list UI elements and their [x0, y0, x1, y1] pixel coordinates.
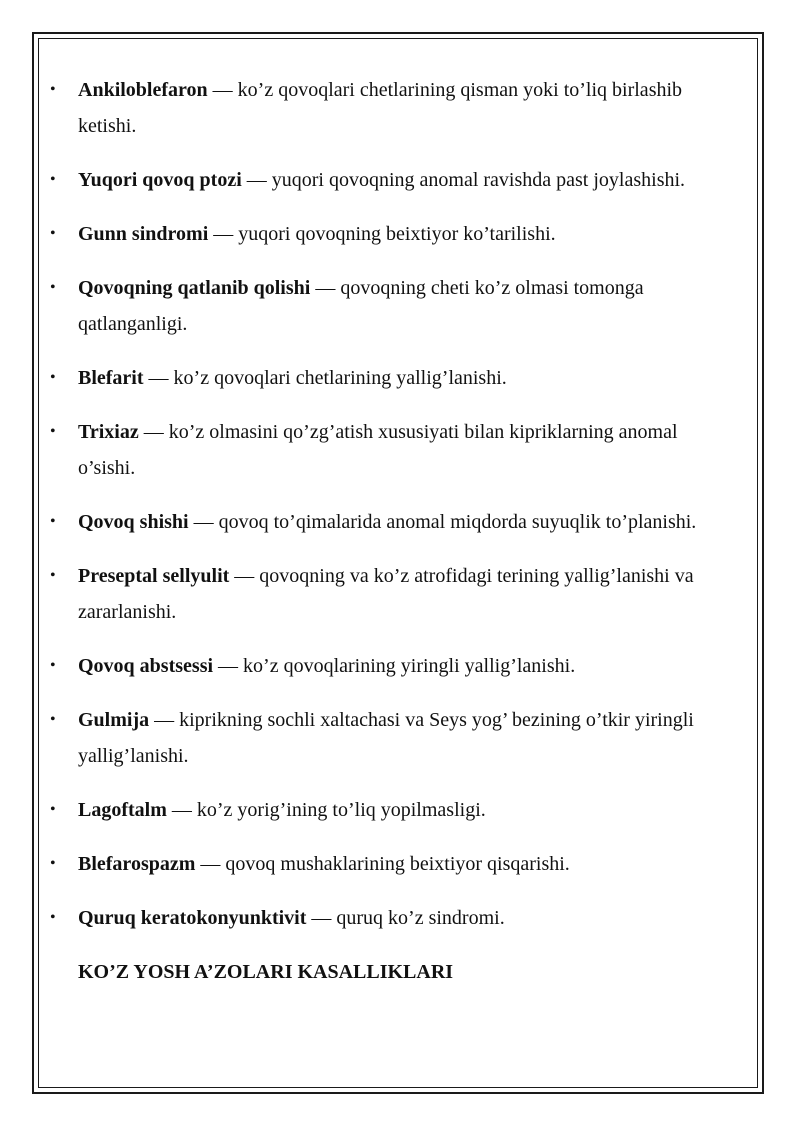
bullet-icon: • [50, 423, 56, 440]
document-body [42, 72, 722, 990]
bullet-icon: • [50, 855, 56, 872]
bullet-icon: • [50, 567, 56, 584]
bullet-icon: • [50, 513, 56, 530]
term-definition: — yuqori qovoqning anomal ravishda past joylashishi. [241, 169, 686, 191]
bullet-icon: • [50, 279, 56, 296]
list-item [42, 270, 722, 342]
bullet-icon: • [50, 225, 56, 242]
list-item [42, 216, 722, 252]
list-item [42, 162, 722, 198]
term-definition: — qovoqning cheti ko’z olmasi tomonga qatlanganligi. [78, 277, 644, 335]
list-item [42, 702, 722, 774]
term-label: Yuqori qovoq ptozi [78, 169, 242, 191]
list-item [42, 648, 722, 684]
bullet-icon: • [50, 657, 56, 674]
term-definition: — ko’z qovoqlari chetlarining yallig’lanishi. [143, 367, 507, 389]
term-definition: — qovoqning va ko’z atrofidagi terining yallig’lanishi va zararlanishi. [78, 565, 694, 623]
term-definition: — ko’z yorig’ining to’liq yopilmasligi. [166, 799, 486, 821]
bullet-icon: • [50, 369, 56, 386]
bullet-icon: • [50, 81, 56, 98]
list-item [42, 504, 722, 540]
term-label: Ankiloblefaron [78, 79, 208, 101]
term-definition: — qovoq mushaklarining beixtiyor qisqarishi. [195, 853, 570, 875]
list-item [42, 72, 722, 144]
list-item [42, 558, 722, 630]
bullet-icon: • [50, 909, 56, 926]
term-definition: — ko’z olmasini qo’zg’atish xususiyati bilan kipriklarning anomal o’sishi. [78, 421, 678, 479]
term-definition: — kiprikning sochli xaltachasi va Seys yog’ bezining o’tkir yiringli yallig’lanishi. [78, 709, 694, 767]
term-definition: — ko’z qovoqlari chetlarining qisman yoki to’liq birlashib ketishi. [78, 79, 683, 137]
bullet-icon: • [50, 171, 56, 188]
term-label: Gulmija [78, 709, 150, 731]
term-label: Preseptal sellyulit [78, 565, 230, 587]
term-label: Trixiaz [78, 421, 139, 443]
term-definition: — qovoq to’qimalarida anomal miqdorda suyuqlik to’planishi. [188, 511, 697, 533]
term-label: Qovoq shishi [78, 511, 189, 533]
term-label: Qovoq abstsessi [78, 655, 214, 677]
list-item [42, 360, 722, 396]
bullet-icon: • [50, 801, 56, 818]
term-label: Quruq keratokonyunktivit [78, 907, 307, 929]
term-label: Lagoftalm [78, 799, 167, 821]
term-definition: — yuqori qovoqning beixtiyor ko’tarilishi. [208, 223, 556, 245]
term-definition: — ko’z qovoqlarining yiringli yallig’lanishi. [213, 655, 576, 677]
term-label: Qovoqning qatlanib qolishi [78, 277, 311, 299]
section-heading: KO’Z YOSH A’ZOLARI KASALLIKLARI [78, 961, 454, 983]
definition-list [42, 72, 722, 936]
list-item [42, 414, 722, 486]
term-label: Blefarit [78, 367, 144, 389]
bullet-icon: • [50, 711, 56, 728]
term-definition: — quruq ko’z sindromi. [306, 907, 505, 929]
term-label: Gunn sindromi [78, 223, 209, 245]
list-item [42, 792, 722, 828]
list-item [42, 900, 722, 936]
list-item [42, 846, 722, 882]
term-label: Blefarospazm [78, 853, 196, 875]
